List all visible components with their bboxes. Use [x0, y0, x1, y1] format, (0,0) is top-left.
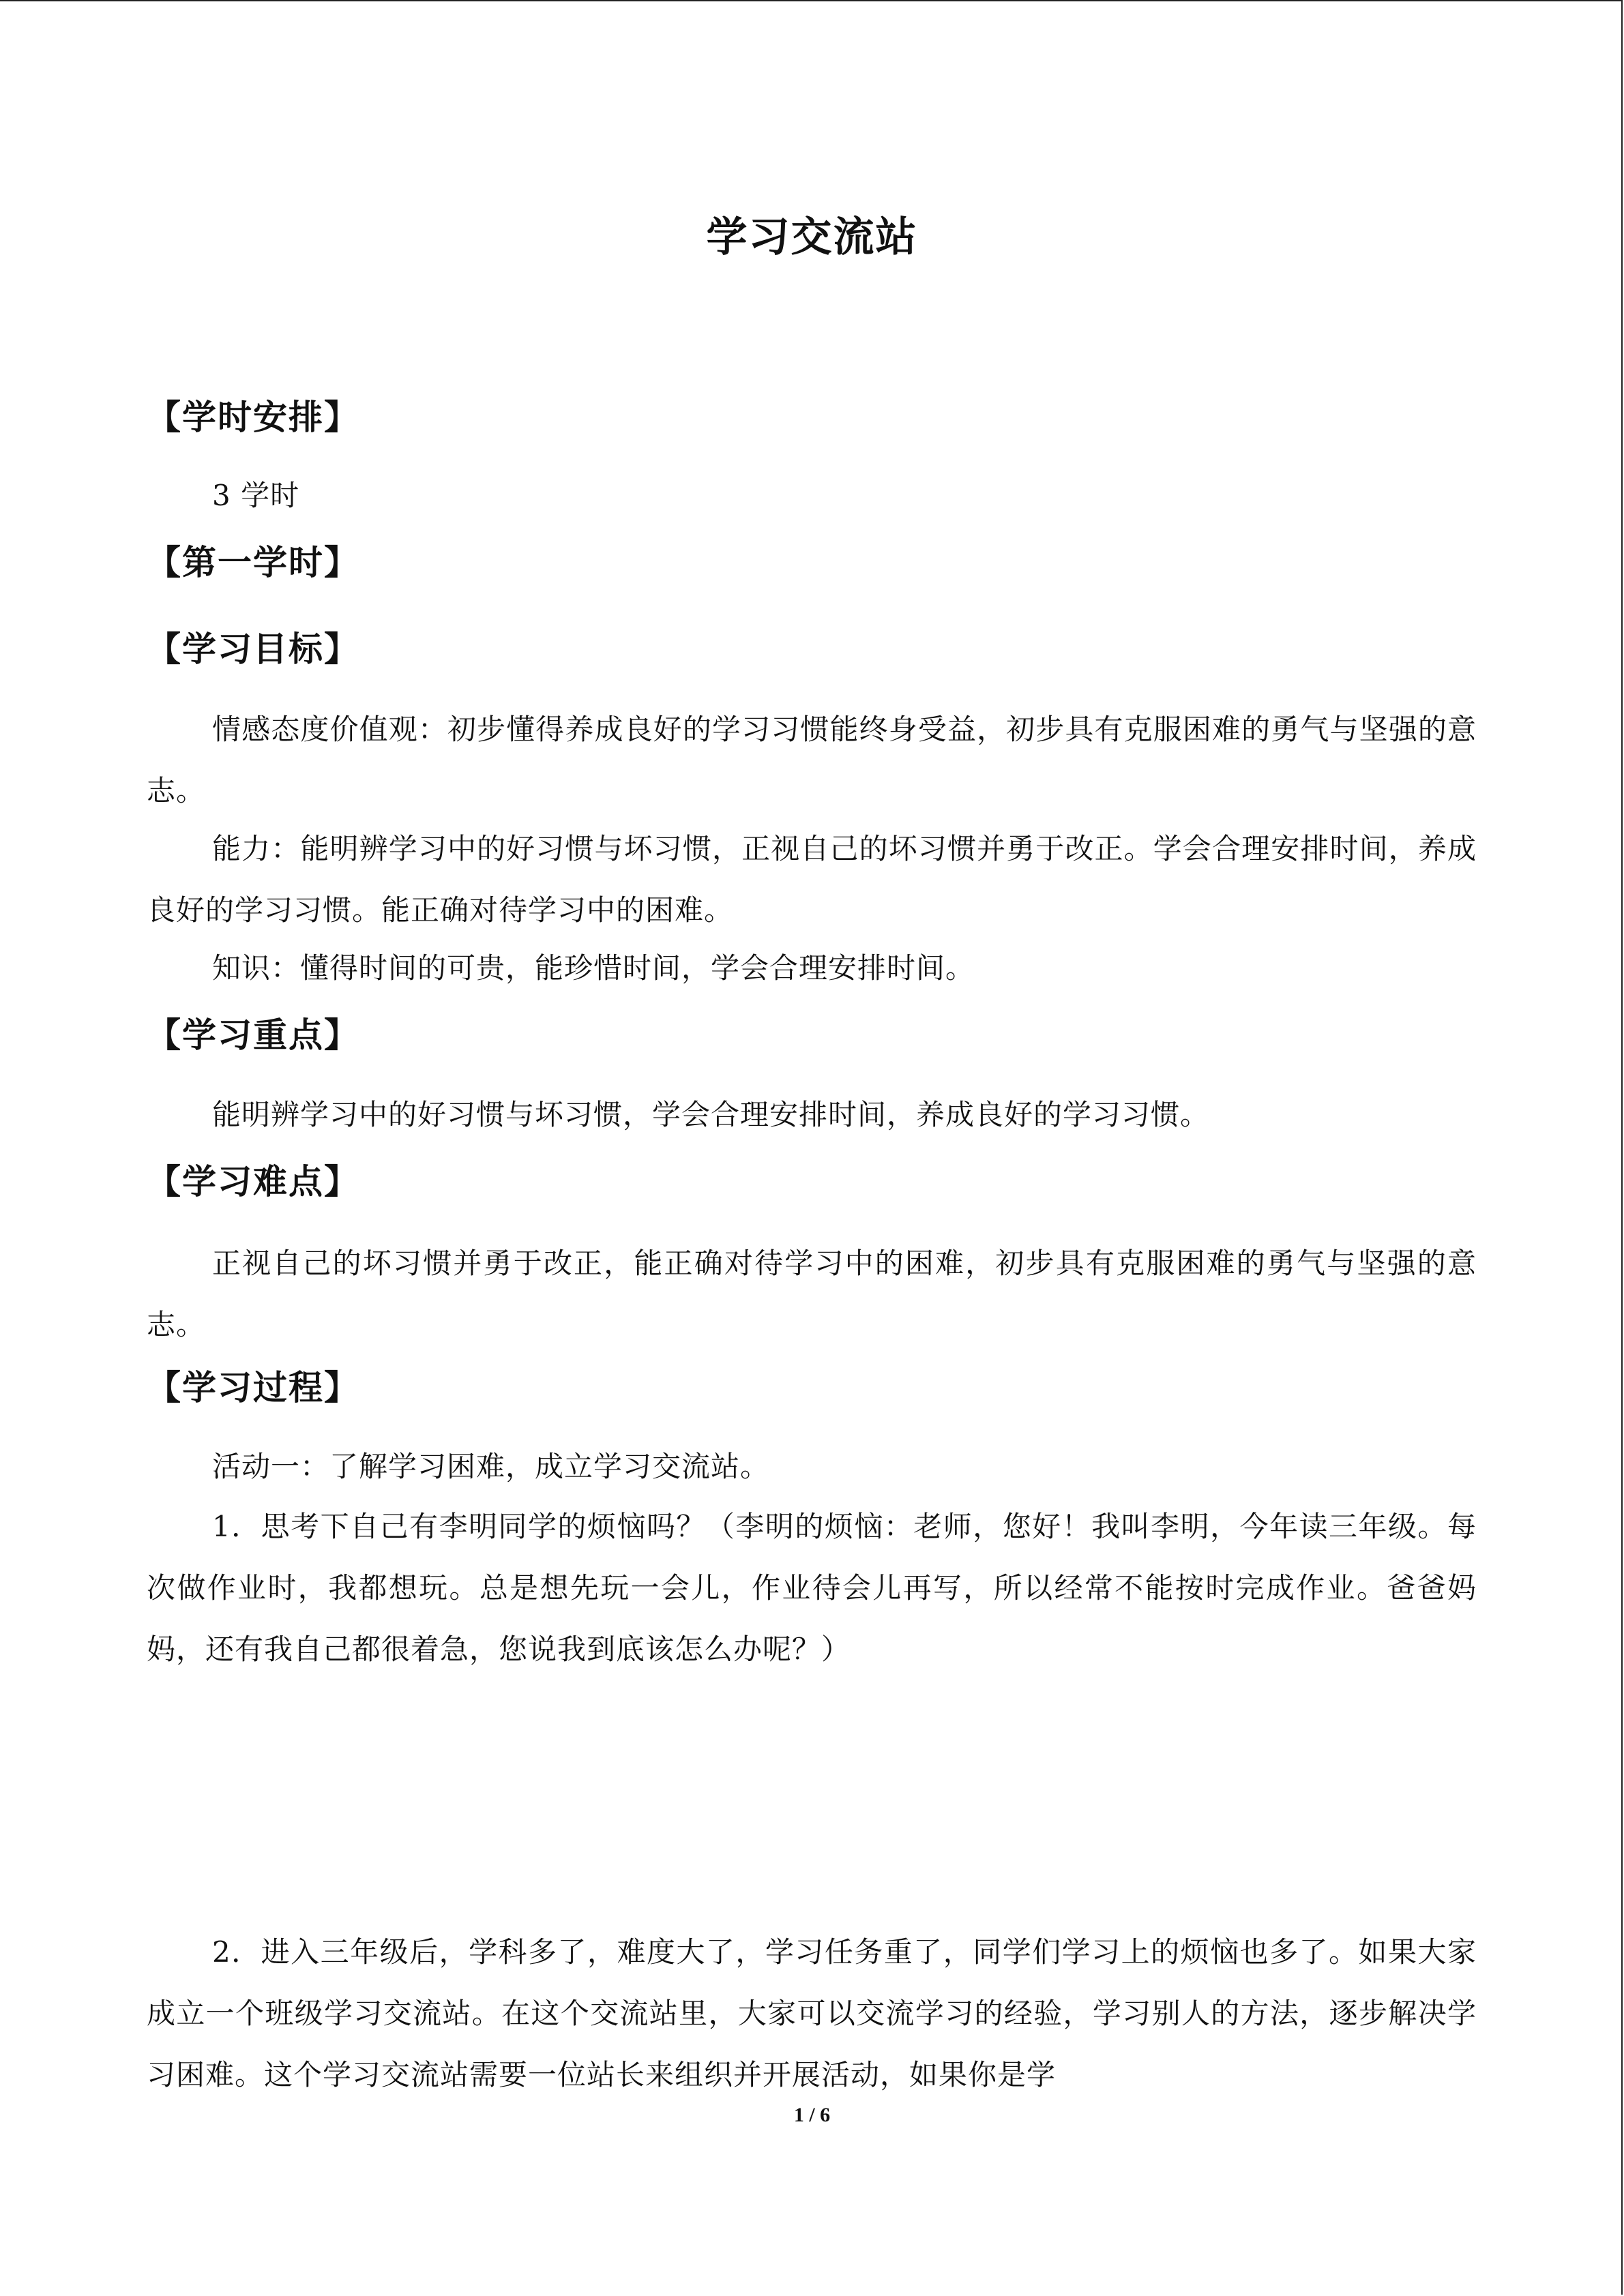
- heading-key-points: 【学习重点】: [147, 1015, 359, 1055]
- heading-process: 【学习过程】: [147, 1368, 359, 1407]
- heading-objectives: 【学习目标】: [147, 629, 359, 669]
- schedule-text: 3 学时: [212, 479, 300, 512]
- difficulties-text: 正视自己的坏习惯并勇于改正，能正确对待学习中的困难，初步具有克服困难的勇气与坚强的意志。: [147, 1247, 1477, 1341]
- heading-schedule: 【学时安排】: [147, 398, 359, 437]
- objective-emotion: 情感态度价值观：初步懂得养成良好的学习习惯能终身受益，初步具有克服困难的勇气与坚强的意志。: [147, 713, 1477, 807]
- activity-one: 活动一：了解学习困难，成立学习交流站。: [212, 1450, 770, 1483]
- process-item-one: 1．思考下自己有李明同学的烦恼吗？（李明的烦恼：老师，您好！我叫李明，今年读三年级。每次做作业时，我都想玩。总是想先玩一会儿，作业待会儿再写，所以经常不能按时完成作业。爸爸妈妈，还有我自己都很着急，您说我到底该怎么办呢？）: [147, 1510, 1477, 1666]
- objective-knowledge: 知识：懂得时间的可贵，能珍惜时间，学会合理安排时间。: [212, 951, 975, 985]
- heading-first-lesson: 【第一学时】: [147, 543, 359, 582]
- process-item-two: 2．进入三年级后，学科多了，难度大了，学习任务重了，同学们学习上的烦恼也多了。如果大家成立一个班级学习交流站。在这个交流站里，大家可以交流学习的经验，学习别人的方法，逐步解决学习困难。这个学习交流站需要一位站长来组织并开展活动，如果你是学: [147, 1935, 1477, 2091]
- page-number: 1 / 6: [793, 2104, 831, 2126]
- heading-difficulties: 【学习难点】: [147, 1162, 359, 1202]
- objective-ability: 能力：能明辨学习中的好习惯与坏习惯，正视自己的坏习惯并勇于改正。学会合理安排时间，养成良好的学习习惯。能正确对待学习中的困难。: [147, 832, 1477, 927]
- document-title: 学习交流站: [706, 213, 918, 261]
- key-points-text: 能明辨学习中的好习惯与坏习惯，学会合理安排时间，养成良好的学习习惯。: [212, 1098, 1210, 1131]
